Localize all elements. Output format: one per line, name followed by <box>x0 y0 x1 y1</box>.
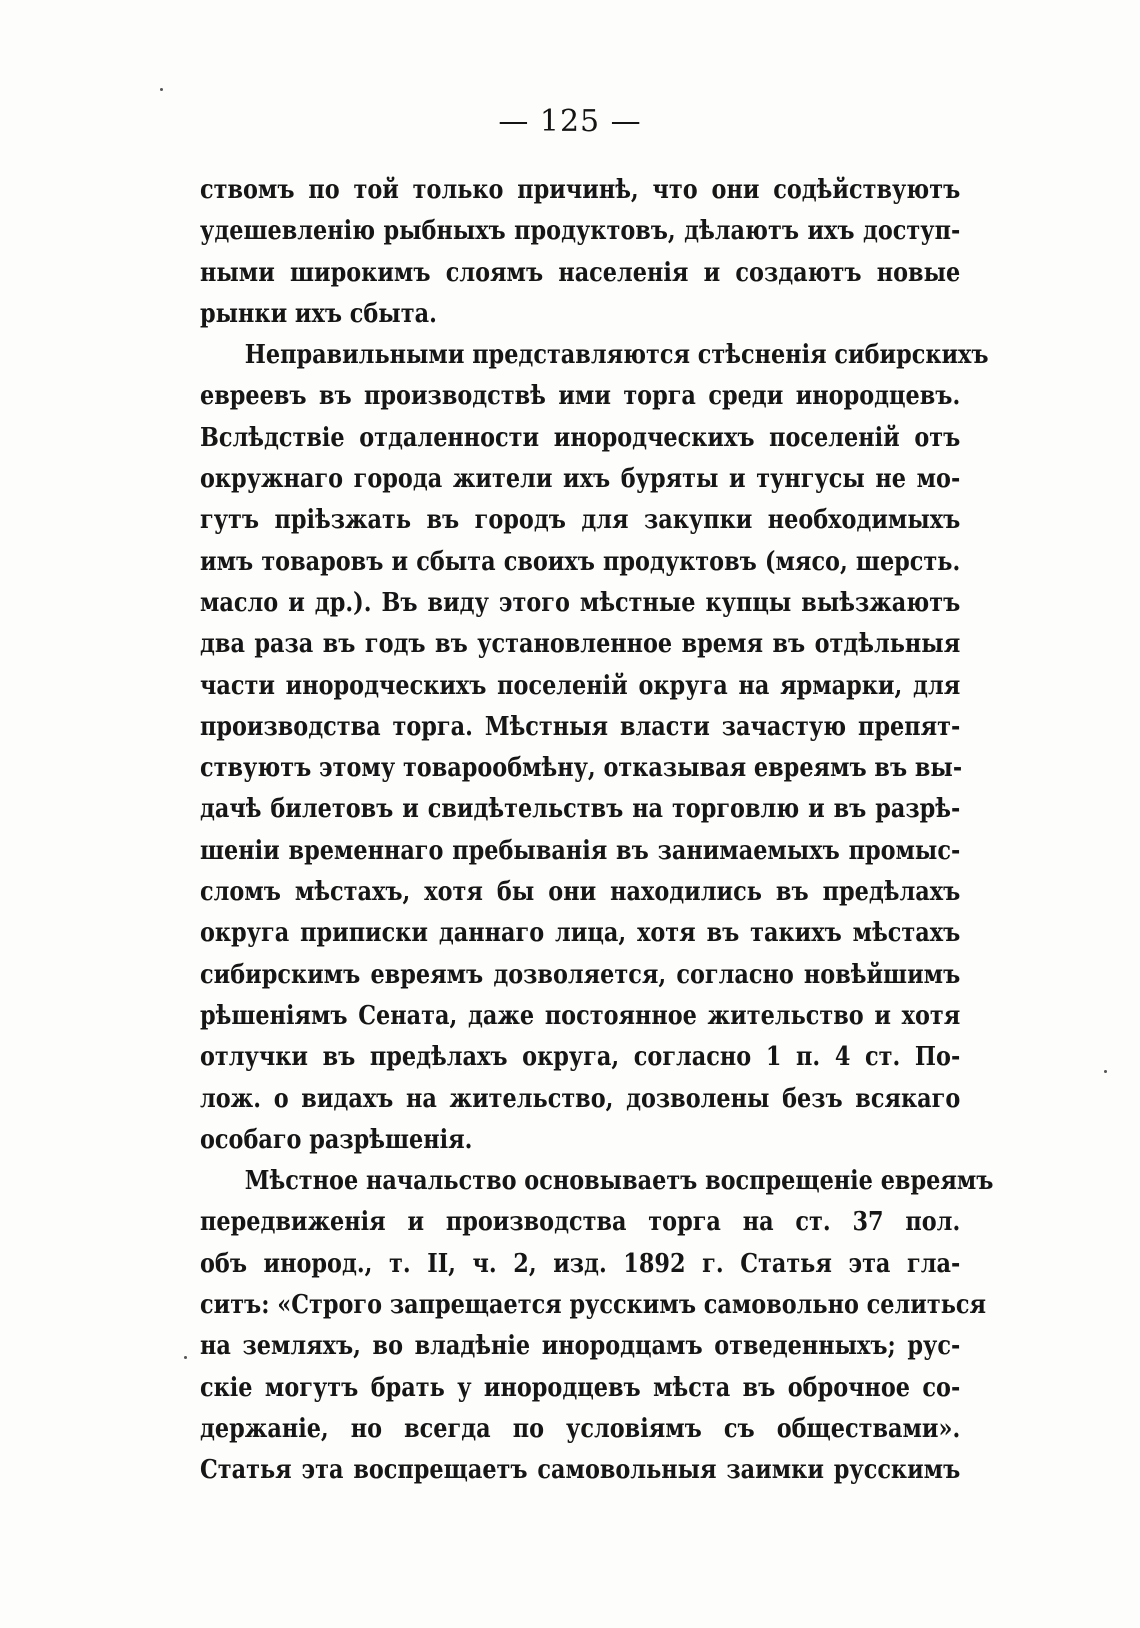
text-line: округа приписки даннаго лица, хотя въ такихъ мѣстахъ <box>200 918 961 949</box>
text-line: сибирскимъ евреямъ дозволяется, согласно новѣйшимъ <box>200 959 961 990</box>
text-line: отлучки въ предѣлахъ округа, согласно 1 п. 4 ст. По- <box>200 1042 961 1073</box>
text-line: Неправильными представляются стѣсненія сибирскихъ <box>244 340 989 371</box>
text-line: сломъ мѣстахъ, хотя бы они находились въ предѣлахъ <box>200 877 961 908</box>
text-line: Статья эта воспрещаетъ самовольныя заимки русскимъ <box>200 1455 961 1486</box>
text-line: Вслѣдствіе отдаленности инородческихъ поселеній отъ <box>200 422 961 453</box>
text-line: скіе могутъ брать у инородцевъ мѣста въ оброчное со- <box>200 1372 961 1403</box>
text-line: рѣшеніямъ Сената, даже постоянное жительство и хотя <box>200 1000 961 1031</box>
scan-speck <box>160 88 163 91</box>
text-line: евреевъ въ производствѣ ими торга среди инородцевъ. <box>200 381 961 412</box>
text-line: рынки ихъ сбыта. <box>200 298 437 329</box>
scan-speck <box>184 1356 187 1359</box>
text-line: удешевленію рыбныхъ продуктовъ, дѣлаютъ ихъ доступ- <box>200 216 961 247</box>
text-line: два раза въ годъ въ установленное время въ отдѣльныя <box>200 629 961 660</box>
text-line: особаго разрѣшенія. <box>200 1124 473 1155</box>
text-line: передвиженія и производства торга на ст. 37 пол. <box>200 1207 961 1238</box>
text-line: на земляхъ, во владѣніе инородцамъ отведенныхъ; рус- <box>200 1331 961 1362</box>
text-line: дачѣ билетовъ и свидѣтельствъ на торговлю и въ разрѣ- <box>200 794 961 825</box>
text-line: ситъ: «Строго запрещается русскимъ самовольно селиться <box>200 1290 987 1321</box>
text-line: масло и др.). Въ виду этого мѣстные купцы выѣзжаютъ <box>200 587 961 618</box>
text-line: имъ товаровъ и сбыта своихъ продуктовъ (мясо, шерсть. <box>200 546 961 577</box>
body-text <box>200 170 994 1492</box>
text-line: шеніи временнаго пребыванія въ занимаемыхъ промыс- <box>200 835 961 866</box>
text-line: гутъ пріѣзжать въ городъ для закупки необходимыхъ <box>200 505 961 536</box>
text-line: лож. о видахъ на жительство, дозволены безъ всякаго <box>200 1083 961 1114</box>
scan-speck <box>1104 1070 1107 1073</box>
text-line: окружнаго города жители ихъ буряты и тунгусы не мо- <box>200 464 961 495</box>
text-line: держаніе, но всегда по условіямъ съ обществами». <box>200 1413 961 1444</box>
text-line: ствомъ по той только причинѣ, что они содѣйствуютъ <box>200 175 961 205</box>
text-line: части инородческихъ поселеній округа на ярмарки, для <box>200 670 961 701</box>
text-line: производства торга. Мѣстныя власти зачастую препят- <box>200 711 961 742</box>
text-line: ствуютъ этому товарообмѣну, отказывая евреямъ въ вы- <box>200 753 963 784</box>
text-line: ными широкимъ слоямъ населенія и создаютъ новые <box>200 257 961 288</box>
text-line: Мѣстное начальство основываетъ воспрещеніе евреямъ <box>244 1166 994 1197</box>
page-number: — 125 — <box>498 104 642 139</box>
text-line: объ инород., т. II, ч. 2, изд. 1892 г. Статья эта гла- <box>200 1248 961 1279</box>
